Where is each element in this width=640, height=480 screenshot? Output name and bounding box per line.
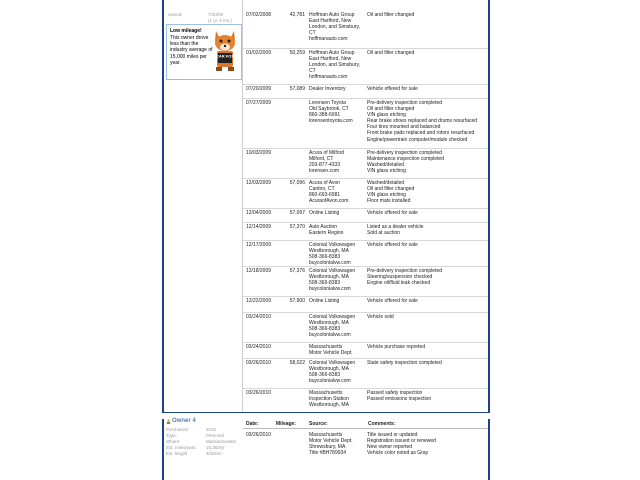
record-source: Online Listing [309, 298, 340, 304]
history-row [243, 208, 488, 223]
history-row [243, 358, 488, 389]
record-date: 03/26/2010 [246, 360, 272, 366]
owner-field-label: Purchased: [166, 427, 189, 432]
owned-label: owned: [168, 12, 183, 17]
record-mileage: 57,097 [289, 210, 305, 216]
low-mileage-callout [166, 24, 242, 80]
record-mileage: 42,781 [289, 12, 305, 18]
record-comments: Vehicle offered for sale [367, 210, 418, 216]
owned-value-length: (1 yr. 4 mo.) [208, 18, 233, 23]
record-source: Auto Auction Eastern Region [309, 224, 344, 237]
history-row [243, 84, 488, 99]
record-date: 12/17/2009 [246, 242, 272, 248]
header-mileage: Mileage: [276, 421, 297, 427]
history-row [243, 388, 488, 413]
record-comments: Washed/detailed Oil and filter changed VIN glass etching Floor mats installed [367, 180, 415, 205]
header-source: Source: [309, 421, 328, 427]
record-source: Colonial Volkswagen Westborough, MA 508-366-8383 buycolonialvw.com [309, 268, 356, 293]
record-comments: Oil and filter changed [367, 12, 415, 18]
record-date: 07/02/2008 [246, 12, 272, 18]
record-source: Colonial Volkswagen Westborough, MA 508-366-8383 buycolonialvw.com [309, 360, 356, 385]
record-mileage: 57,096 [289, 180, 305, 186]
record-source: Massachusetts Inspection Station Westborough, MA [309, 390, 349, 409]
owner-field-label: Where: [166, 439, 181, 444]
header-comments: Comments: [368, 421, 396, 427]
record-comments: Title issued or updated Registration issued or renewed New owner reported Vehicle color noted as Gray [367, 432, 436, 457]
history-row [243, 266, 488, 297]
record-source: Online Listing [309, 210, 340, 216]
owner-person-icon [166, 419, 171, 424]
owner-field-label: Type: [166, 433, 178, 438]
low-mileage-title: Low mileage! [170, 28, 202, 34]
history-row [243, 178, 488, 209]
record-mileage: 57,089 [289, 86, 305, 92]
record-date: 07/27/2009 [246, 100, 272, 106]
low-mileage-text: This owner drove less than the industry average of 15,000 miles per year. [170, 35, 213, 66]
record-date: 12/03/2009 [246, 180, 272, 186]
record-source: Colonial Volkswagen Westborough, MA 508-366-8383 buycolonialvw.com [309, 242, 356, 267]
record-comments: Vehicle offered for sale [367, 86, 418, 92]
owner-field-value: 2010 [206, 427, 217, 432]
owner4-summary [166, 418, 242, 462]
history-row [243, 48, 488, 85]
record-source: Hoffman Auto Group East Hartford, New London, and Simsbury, CT hoffmanauto.com [309, 50, 361, 81]
record-mileage: 57,370 [289, 224, 305, 230]
carfox-badge-text: CAR FOX [216, 53, 234, 59]
record-source: Lorensen Toyota Old Saybrook, CT 860-388-6991 lorensentoyota.com [309, 100, 353, 125]
owner-field-value: Personal [206, 433, 224, 438]
record-comments: State safety inspection completed [367, 360, 442, 366]
record-mileage: 57,900 [289, 298, 305, 304]
header-divider [243, 428, 488, 429]
record-comments: Pre-delivery inspection completed Oil and filter changed VIN glass etching Rear brake shoes replaced and drums resurfaced Four tires mounted and balanced Front brake pads replaced and rotors resurfaced Engine/powertrain computer/module checked [367, 100, 478, 143]
owned-value-date: 7/20/08 [208, 12, 224, 17]
record-date: 03/26/2010 [246, 432, 272, 438]
record-comments: Vehicle offered for sale [367, 242, 418, 248]
record-date: 10/03/2009 [246, 150, 272, 156]
record-date: 03/24/2010 [246, 314, 272, 320]
history-row [243, 98, 488, 149]
history-row [243, 10, 488, 49]
record-date: 12/18/2009 [246, 268, 272, 274]
carfox-mascot-icon [211, 29, 239, 73]
owner-field-value: 15,352/yr [206, 445, 225, 450]
record-date: 12/04/2009 [246, 210, 272, 216]
record-comments: Pre-delivery inspection completed Steering/suspension checked Engine oil/fluid leak checked [367, 268, 443, 287]
record-source: Massachusetts Motor Vehicle Dept. [309, 344, 353, 357]
record-comments: Oil and filter changed [367, 50, 415, 56]
record-source: Dealer Inventory [309, 86, 346, 92]
history-row [243, 240, 488, 267]
record-mileage: 50,259 [289, 50, 305, 56]
history-row [243, 148, 488, 179]
record-source: Acura of Avon Canton, CT 860-693-6981 AcuraofAvon.com [309, 180, 349, 205]
record-comments: Vehicle purchase reported [367, 344, 426, 350]
right-border [488, 0, 490, 480]
record-source: Acura of Milford Milford, CT 203-877-4333 lorensen.com [309, 150, 345, 175]
record-source: Hoffman Auto Group East Hartford, New London, and Simsbury, CT hoffmanauto.com [309, 12, 361, 43]
owner4-record-row [243, 430, 488, 462]
record-comments: Pre-delivery inspection completed Maintenance inspection completed Washed/detailed VIN glass etching [367, 150, 444, 175]
record-date: 12/22/2009 [246, 298, 272, 304]
history-row [243, 222, 488, 241]
record-mileage: 57,376 [289, 268, 305, 274]
record-comments: Passed safety inspection Passed emissions inspection [367, 390, 432, 403]
history-row [243, 342, 488, 359]
record-date: 03/24/2010 [246, 344, 272, 350]
left-border [162, 0, 164, 480]
history-row [243, 312, 488, 343]
history-row [243, 296, 488, 313]
record-date: 03/26/2010 [246, 390, 272, 396]
record-source: Massachusetts Motor Vehicle Dept. Shrewsbury, MA Title #BH789934 [309, 432, 353, 457]
record-comments: Vehicle offered for sale [367, 298, 418, 304]
owner-field-value: 3/26/10 - [206, 451, 224, 456]
record-mileage: 58,022 [289, 360, 305, 366]
owner-field-label: Est. miles/year: [166, 445, 197, 450]
owner4-title: Owner 4 [172, 418, 196, 424]
header-date: Date: [246, 421, 259, 427]
record-source: Colonial Volkswagen Westborough, MA 508-366-8383 buycolonialvw.com [309, 314, 356, 339]
owner-field-value: Massachusetts [206, 439, 237, 444]
record-date: 12/14/2009 [246, 224, 272, 230]
record-date: 01/02/2009 [246, 50, 272, 56]
record-comments: Listed as a dealer vehicle Sold at auction [367, 224, 424, 237]
owner-field-label: Est. length [166, 451, 188, 456]
record-date: 07/20/2009 [246, 86, 272, 92]
record-comments: Vehicle sold [367, 314, 394, 320]
